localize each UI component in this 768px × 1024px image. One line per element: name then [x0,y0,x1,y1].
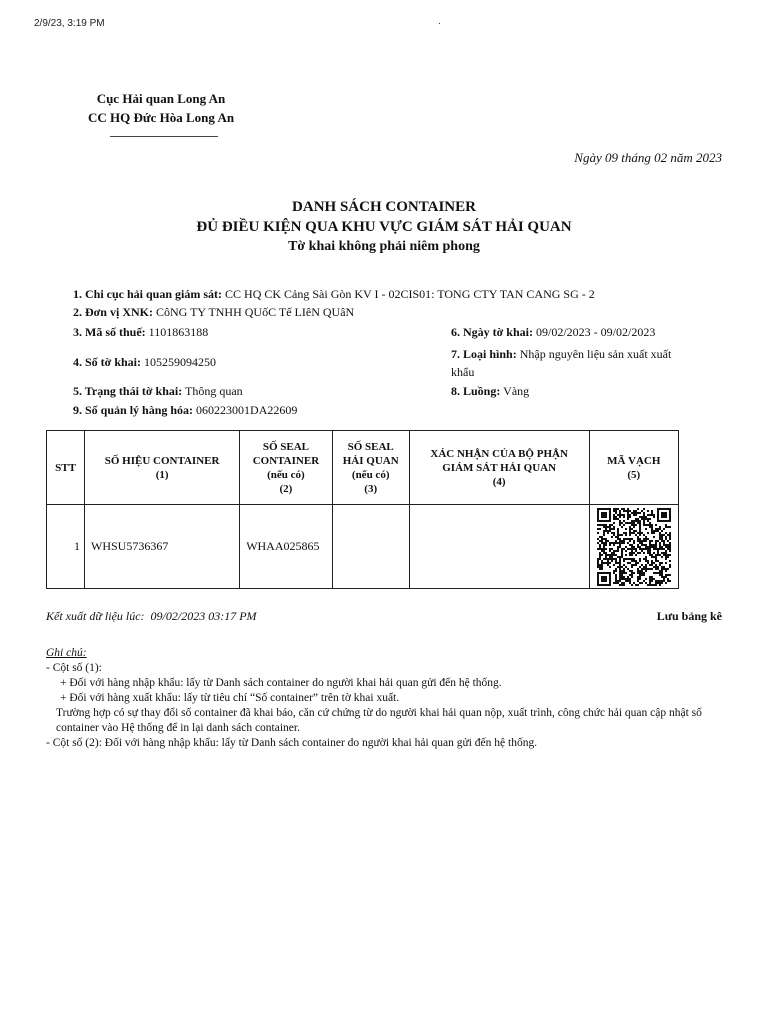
print-dot: . [438,16,441,27]
note-line: + Đối với hàng xuất khẩu: lấy từ tiêu chí “Số container” trên tờ khai xuất. [60,692,400,704]
field-value: CC HQ CK Cảng Sài Gòn KV I - 02CIS01: TONG CTY TAN CANG SG - 2 [225,287,595,301]
field-label: 1. Chi cục hải quan giám sát: [73,287,223,301]
export-timestamp: Kết xuất dữ liệu lúc: 09/02/2023 03:17 PM [46,609,257,623]
field-declaration-date [451,325,655,340]
field-label: 9. Số quản lý hàng hóa: [73,403,194,417]
note-line: - Cột số (1): [46,662,102,674]
field-value-cont: khẩu [451,365,475,379]
field-value: Nhập nguyên liệu sản xuất xuất [519,347,672,361]
document-date: Ngày 09 tháng 02 năm 2023 [574,150,722,165]
print-timestamp: 2/9/23, 3:19 PM [34,18,105,29]
field-channel [451,384,529,399]
col-confirmation: XÁC NHẬN CỦA BỘ PHẬN GIÁM SÁT HẢI QUAN (4) [409,431,589,505]
col-seal-customs: SỐ SEAL HẢI QUAN (nếu có) (3) [332,431,409,505]
field-label: 7. Loại hình: [451,347,517,361]
cell-container-number: WHSU5736367 [85,505,240,589]
org-branch: CC HQ Đức Hòa Long An [87,110,235,125]
field-value: Thông quan [185,384,243,398]
org-underline [110,136,218,137]
field-company [73,305,354,320]
cell-stt: 1 [47,505,85,589]
notes-section [46,646,722,751]
container-table [46,430,679,589]
col-stt: STT [47,431,85,505]
cell-barcode [589,505,678,589]
note-line: - Cột số (2): Đối với hàng nhập khẩu: lấy từ Danh sách container do người khai hải quan gửi đến hệ thống. [46,737,538,749]
col-seal-container: SỐ SEAL CONTAINER (nếu có) (2) [240,431,332,505]
field-value: 060223001DA22609 [196,403,298,417]
field-label: 8. Luồng: [451,384,501,398]
field-value: CôNG TY TNHH QUốC Tế LIêN QUâN [155,305,355,319]
cell-seal-customs [332,505,409,589]
save-list-link[interactable]: Lưu bảng kê [656,609,722,623]
col-barcode: MÃ VẠCH (5) [589,431,678,505]
note-line: Trường hợp có sự thay đổi số container đã khai báo, căn cứ chứng từ do người khai hải quan nộp, xuất trình, công chức hải quan cập nhật số container vào Hệ thống để in lại danh sách container. [56,707,702,734]
cell-confirmation [409,505,589,589]
field-declaration-status [73,384,243,399]
org-name: Cục Hải quan Long An [96,91,226,106]
field-label: 2. Đơn vị XNK: [73,305,153,319]
field-value: 09/02/2023 - 09/02/2023 [535,325,656,339]
field-tax-code [73,325,208,340]
doc-title: DANH SÁCH CONTAINER [292,199,476,215]
qr-code-icon [597,508,671,586]
field-label: 3. Mã số thuế: [73,325,146,339]
field-value: 1101863188 [148,325,209,339]
field-label: 6. Ngày tờ khai: [451,325,533,339]
field-goods-id [73,403,297,418]
notes-heading: Ghi chú: [46,647,87,659]
doc-subtitle: ĐỦ ĐIỀU KIỆN QUA KHU VỰC GIÁM SÁT HẢI QUAN [196,219,572,235]
table-header-row [47,431,679,505]
field-type [451,345,711,381]
field-label: 5. Trạng thái tờ khai: [73,384,183,398]
cell-seal-container: WHAA025865 [240,505,332,589]
note-line: + Đối với hàng nhập khẩu: lấy từ Danh sách container do người khai hải quan gửi đến hệ thống. [60,677,502,689]
col-container: SỐ HIỆU CONTAINER (1) [85,431,240,505]
field-customs-branch [73,287,595,302]
table-row [47,505,679,589]
field-label: 4. Số tờ khai: [73,355,141,369]
field-value: Vàng [503,384,530,398]
field-value: 105259094250 [144,355,216,369]
doc-note: Tờ khai không phải niêm phong [288,239,480,254]
field-declaration-number [73,355,216,370]
